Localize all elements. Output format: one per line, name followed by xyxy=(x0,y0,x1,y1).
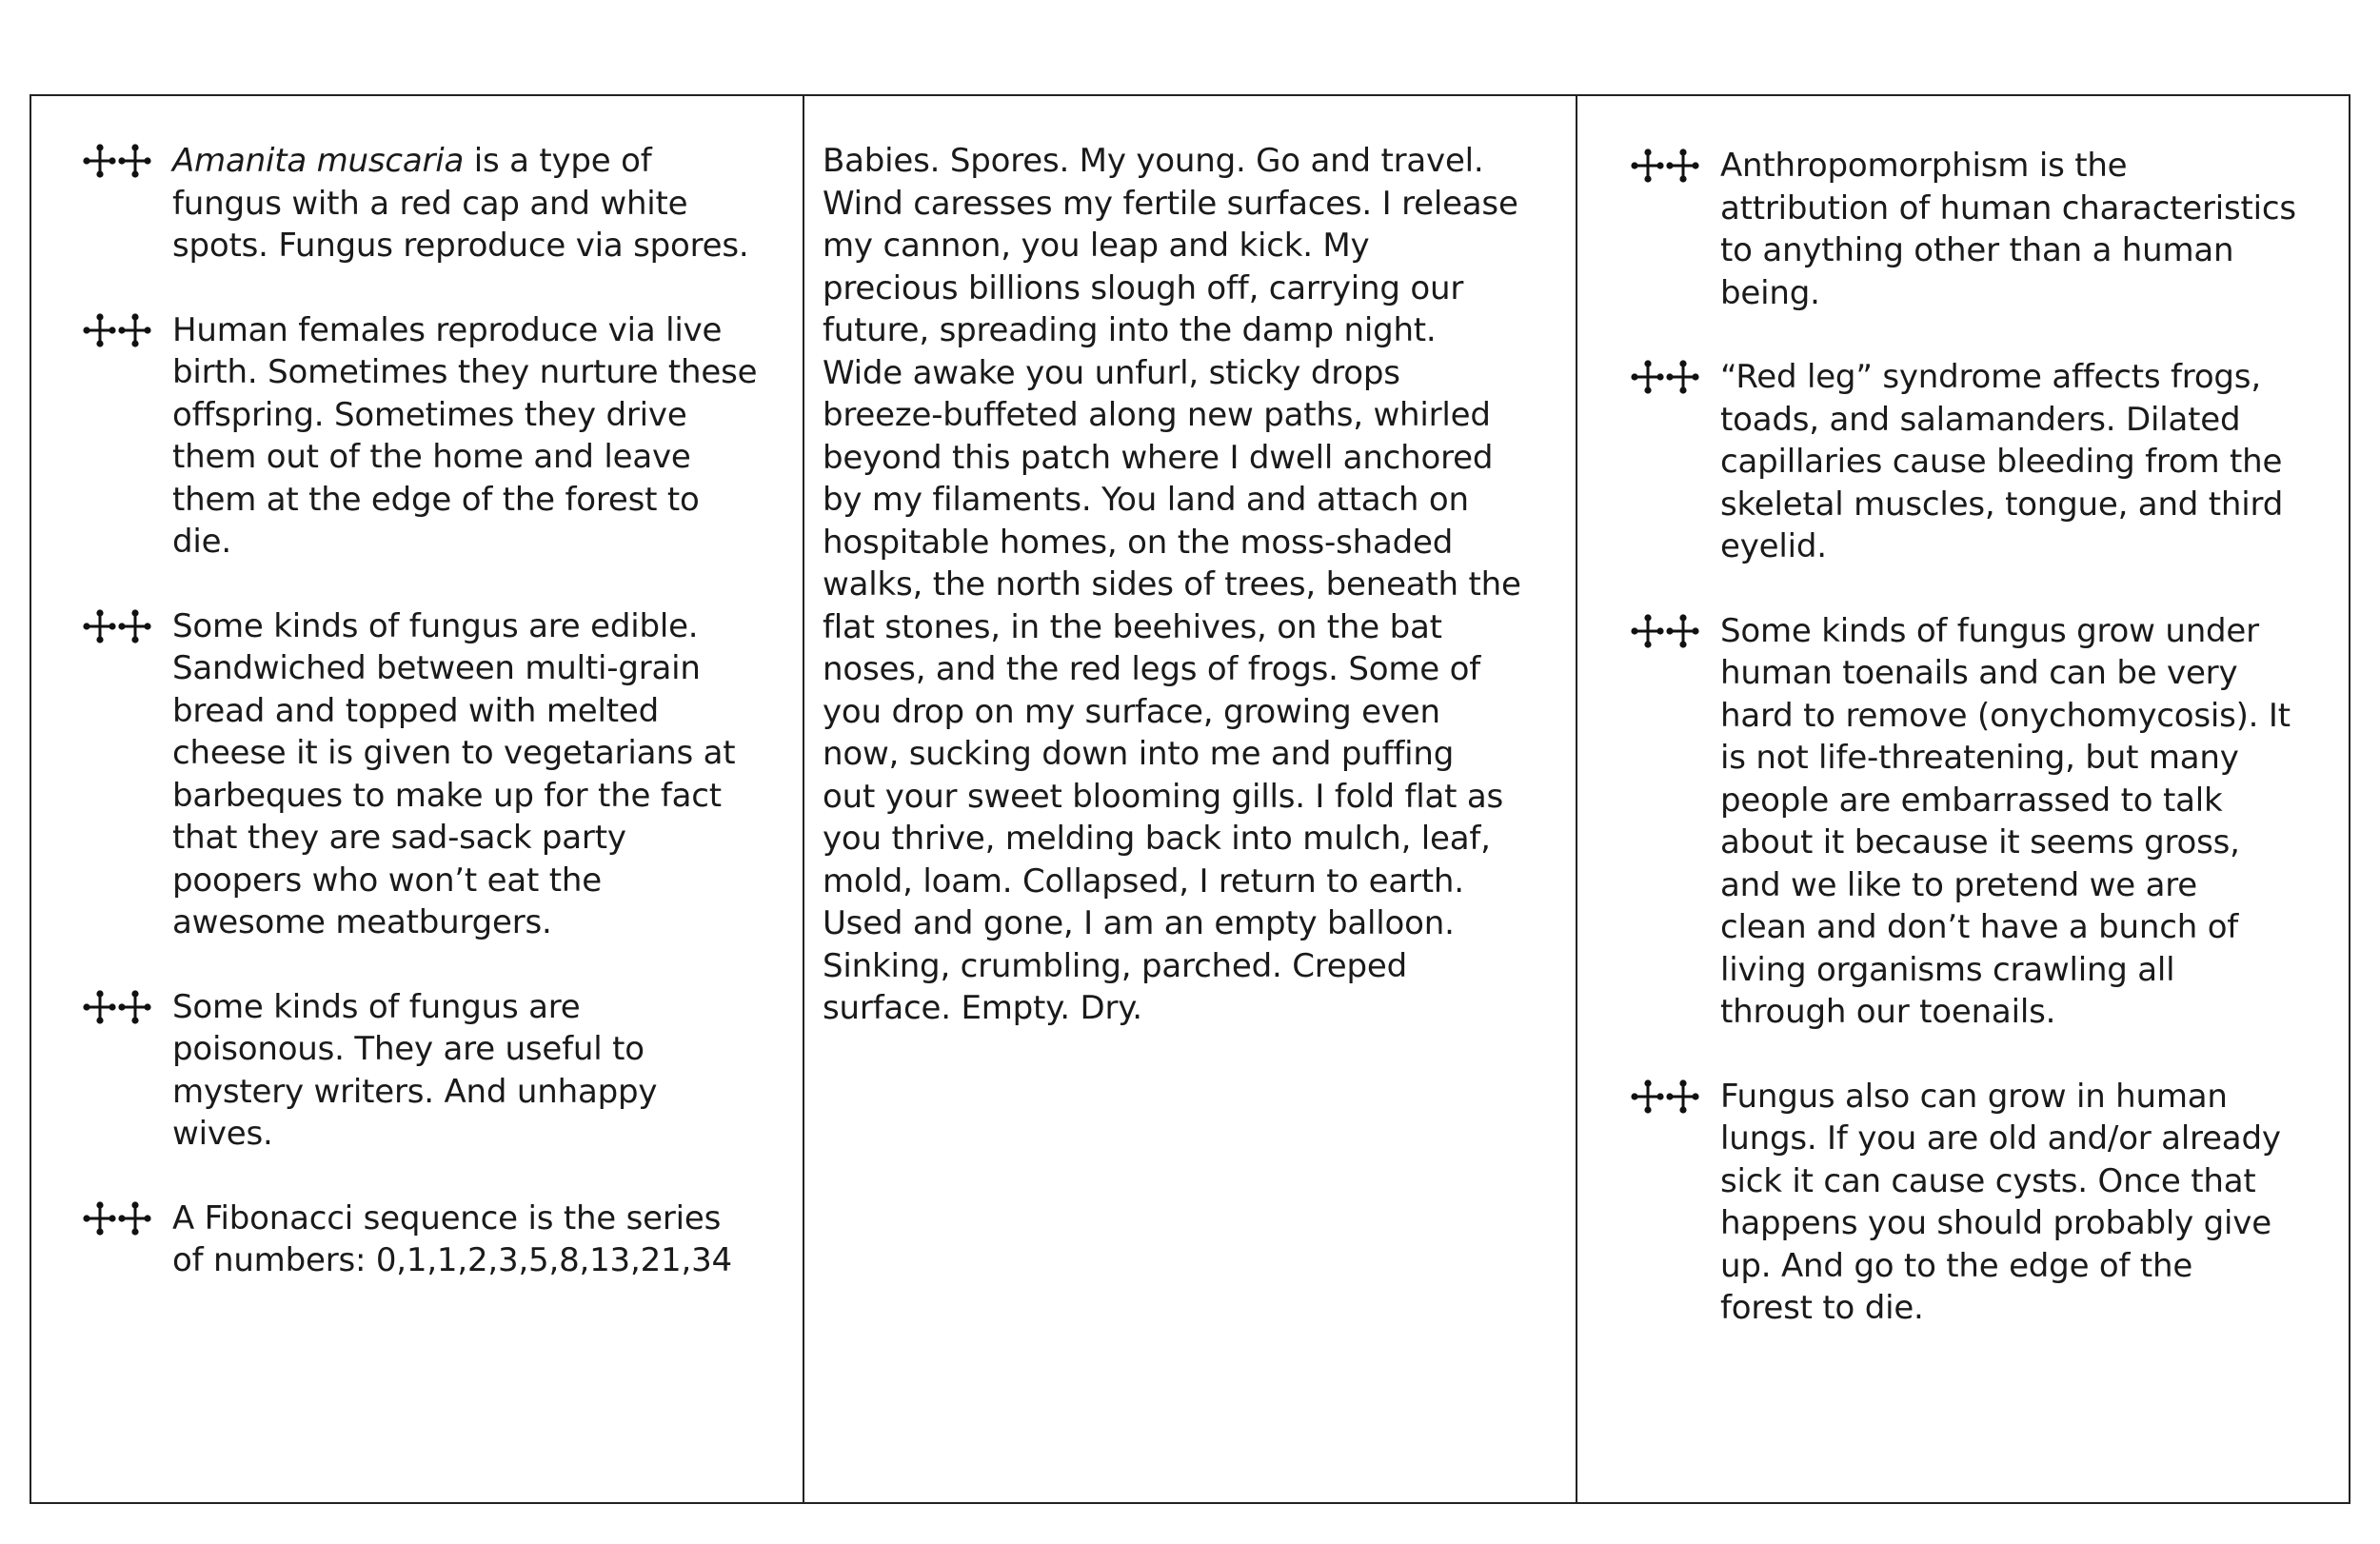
bullet-text: Some kinds of fungus are edible. Sandwiched between multi-grain bread and topped with melted cheese it is given to vegetarians at barbeques to make up for the fact that they are sad-sack party poopers who won’t eat the awesome meatburgers. xyxy=(172,606,736,941)
bullet-text: A Fibonacci sequence is the series of numbers: 0,1,1,2,3,5,8,13,21,34 xyxy=(172,1198,732,1279)
list-item xyxy=(83,1198,803,1282)
fleuron-cross-icon xyxy=(83,605,172,647)
three-column-table xyxy=(30,94,2350,1504)
left-bullet-list xyxy=(31,96,803,1282)
fleuron-cross-icon xyxy=(1631,610,1720,652)
bullet-text: Some kinds of fungus are poisonous. They are useful to mystery writers. And unhappy wives. xyxy=(172,987,658,1153)
fleuron-cross-icon xyxy=(1631,1076,1720,1118)
prose-paragraph: Babies. Spores. My young. Go and travel. Wind caresses my fertile surfaces. I release my cannon, you leap and kick. My precious billions slough off, carrying our future, spreading into the damp night. Wide awake you unfurl, sticky drops breeze-buffeted along new paths, whirled beyond this patch where I dwell anchored by my filaments. You land and attach on hospitable homes, on the moss-shaded walks, the north sides of trees, beneath the flat stones, in the beehives, on the bat noses, and the red legs of frogs. Some of you drop on my surface, growing even now, sucking down into me and puffing out your sweet blooming gills. I fold flat as you thrive, melding back into mulch, leaf, mold, loam. Collapsed, I return to earth. Used and gone, I am an empty balloon. Sinking, crumbling, parched. Creped surface. Empty. Dry. xyxy=(823,142,1521,1027)
fleuron-cross-icon xyxy=(1631,356,1720,398)
right-bullet-list xyxy=(1577,96,2349,1330)
bullet-text: Some kinds of fungus grow under human toenails and can be very hard to remove (onychomycosis). It is not life-threatening, but many people are embarrassed to talk about it because it seems gross, and we like to pretend we are clean and don’t have a bunch of living organisms crawling all through our toenails. xyxy=(1720,611,2291,1031)
list-item xyxy=(83,605,803,944)
left-column xyxy=(31,96,804,1502)
fleuron-cross-icon xyxy=(83,309,172,351)
list-item xyxy=(1631,1076,2349,1330)
species-name: Amanita muscaria xyxy=(172,142,465,180)
bullet-text: “Red leg” syndrome affects frogs, toads, and salamanders. Dilated capillaries cause bleeding from the skeletal muscles, tongue, and third eyelid. xyxy=(1720,358,2284,565)
bullet-text: Human females reproduce via live birth. Sometimes they nurture these offspring. Sometimes they drive them out of the home and leave them at the edge of the forest to die. xyxy=(172,310,758,561)
list-item xyxy=(83,140,803,267)
list-item xyxy=(1631,356,2349,568)
fleuron-cross-icon xyxy=(83,986,172,1028)
list-item xyxy=(83,986,803,1156)
list-item xyxy=(1631,610,2349,1034)
fleuron-cross-icon xyxy=(83,140,172,182)
fleuron-cross-icon xyxy=(1631,145,1720,187)
list-item xyxy=(1631,145,2349,314)
fleuron-cross-icon xyxy=(83,1198,172,1239)
right-column xyxy=(1577,96,2349,1502)
middle-column xyxy=(804,96,1577,1502)
bullet-text: Fungus also can grow in human lungs. If you are old and/or already sick it can cause cysts. Once that happens you should probably give up. And go to the edge of the forest to die. xyxy=(1720,1077,2281,1327)
bullet-text: Anthropomorphism is the attribution of human characteristics to anything other than a human being. xyxy=(1720,147,2296,312)
bullet-text: Amanita muscaria is a type of fungus with a red cap and white spots. Fungus reproduce via spores. xyxy=(172,142,749,265)
list-item xyxy=(83,309,803,564)
